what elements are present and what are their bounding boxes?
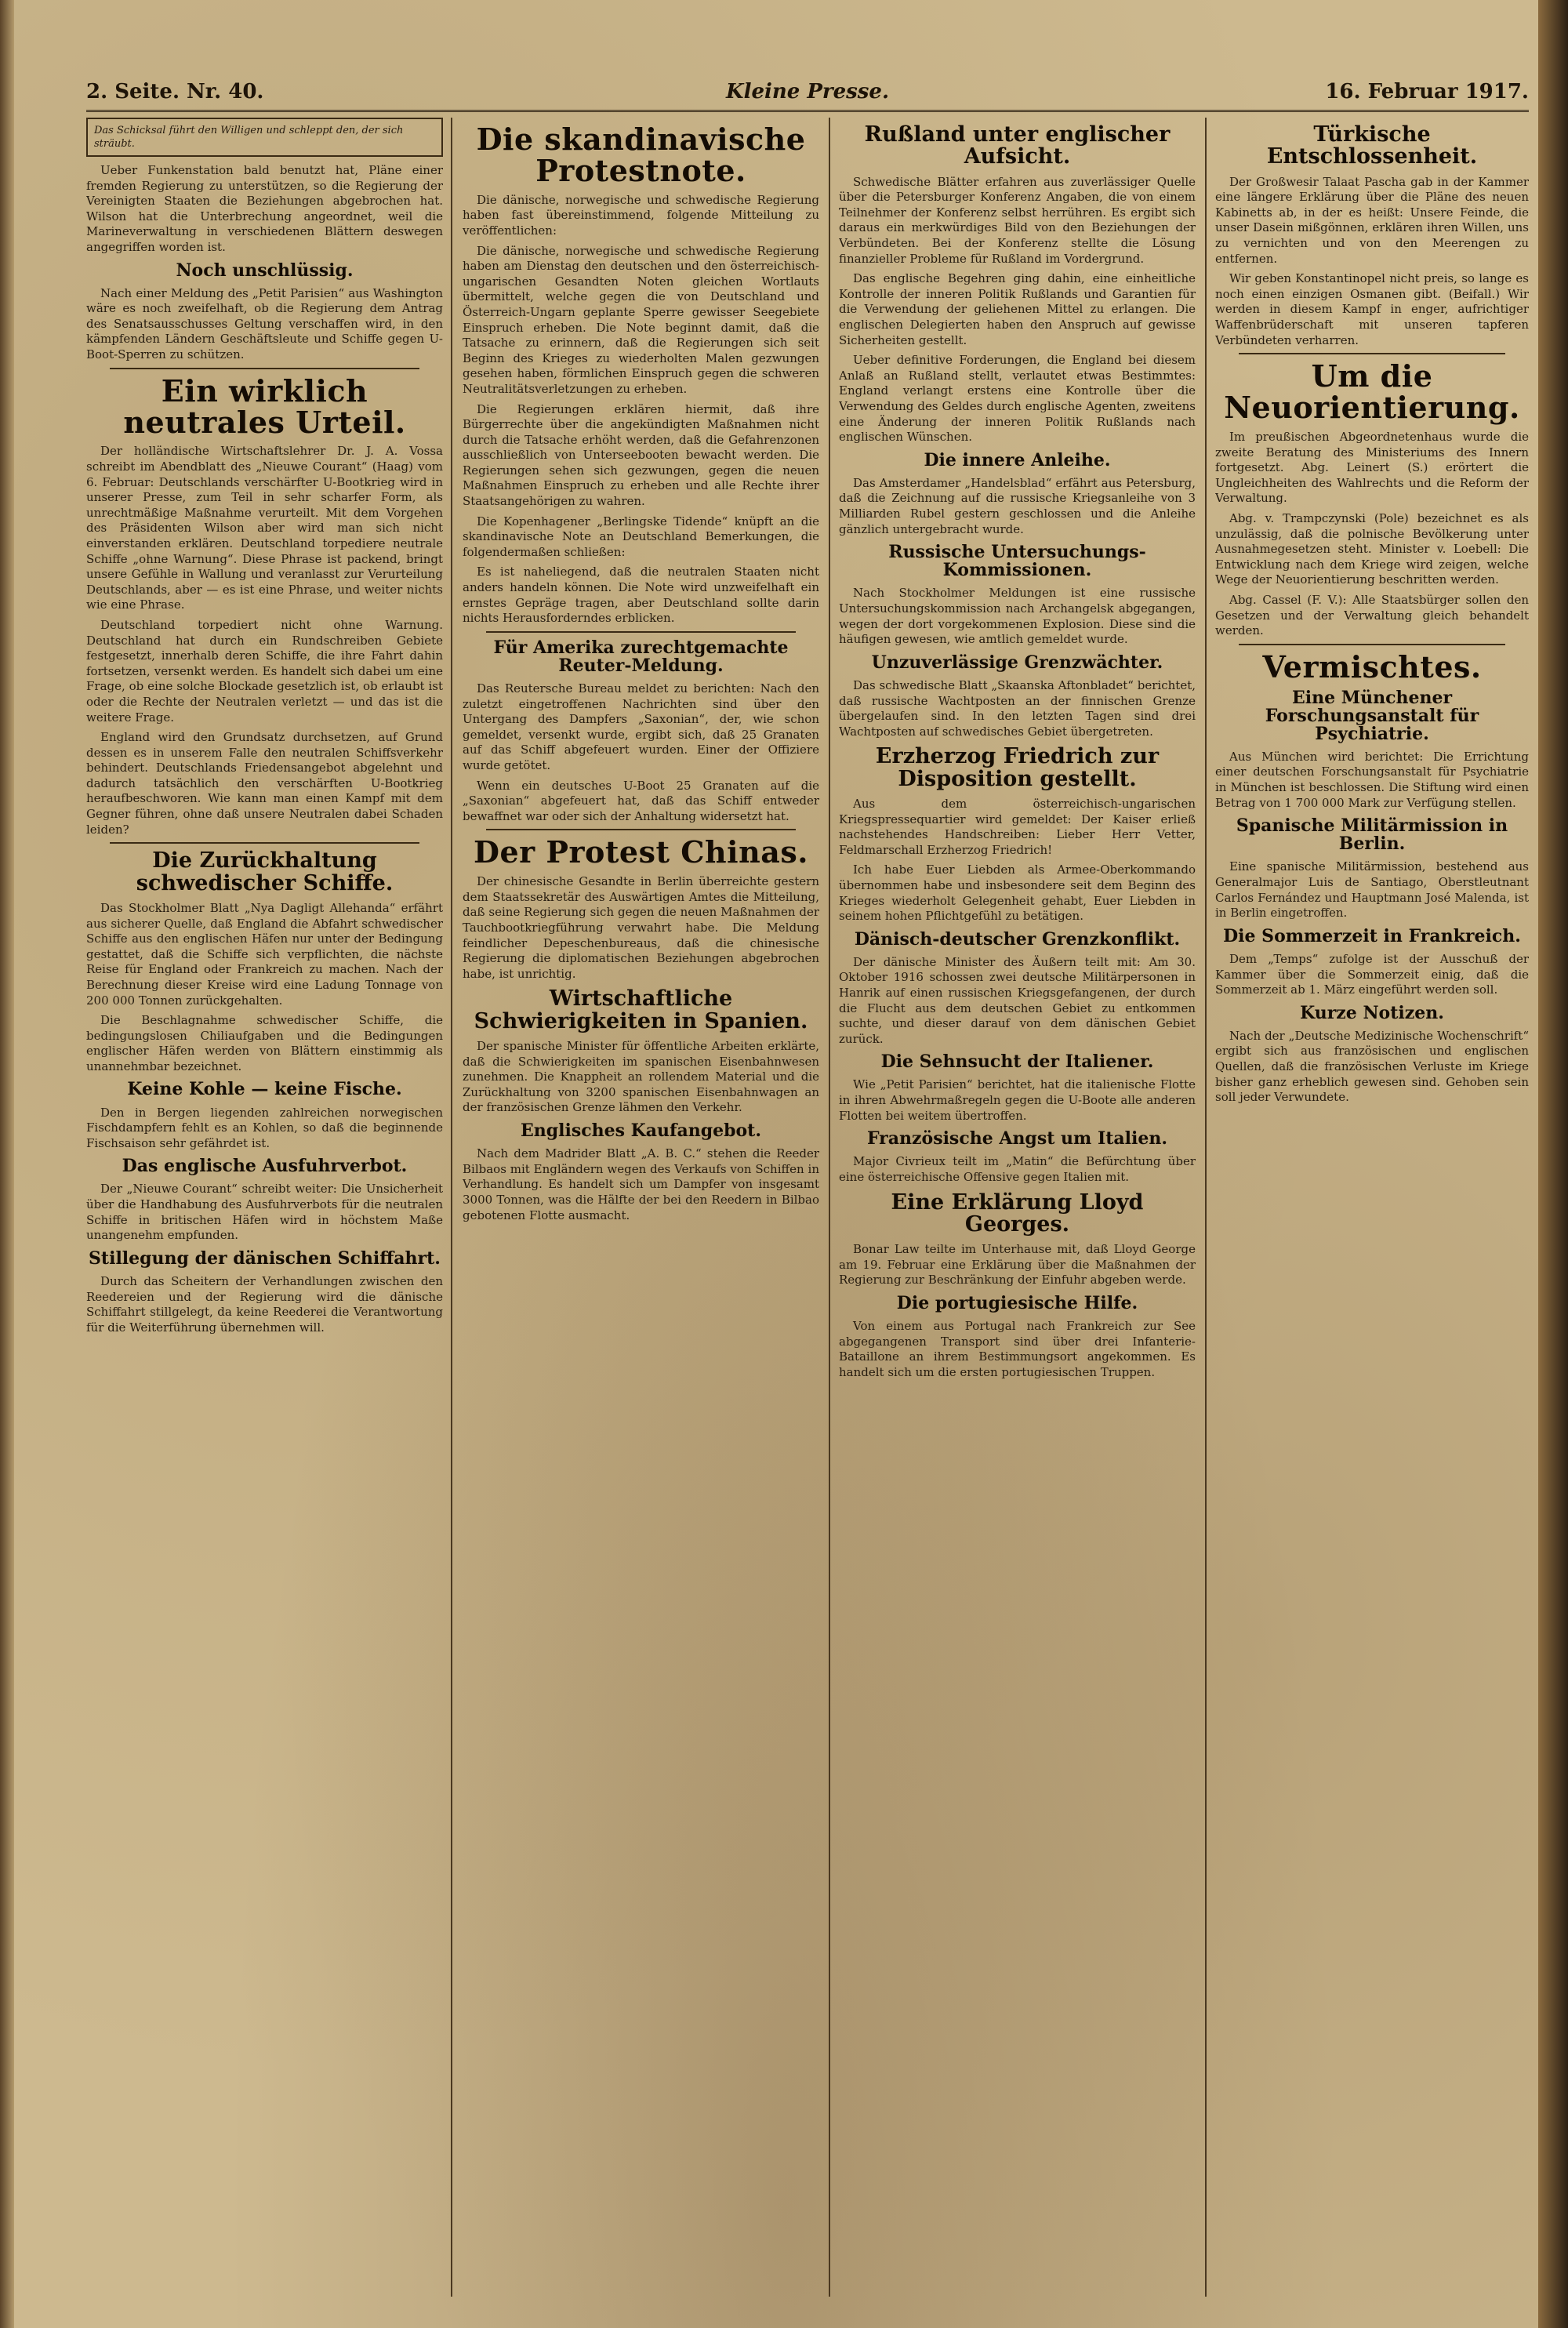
- article-heading: Wirtschaftliche Schwierigkeiten in Spanien.: [474, 986, 808, 1033]
- masthead: [86, 78, 1529, 112]
- article-paragraph: Das schwedische Blatt „Skaanska Aftonbladet“ berichtet, daß russische Wachtposten an der finnischen Grenze übergelaufen sind. In den letzten Tagen sind drei Wachtposten auf schwedisches Gebiet übergetreten.: [839, 677, 1196, 739]
- article-heading: Spanische Militärmission in Berlin.: [1236, 815, 1508, 855]
- article-paragraph: Dem „Temps“ zufolge ist der Ausschuß der Kammer über die Sommerzeit einig, daß die Sommerzeit ab 1. März eingeführt werden soll.: [1215, 951, 1529, 997]
- column-3: [839, 118, 1196, 2297]
- article-heading: Noch unschlüssig.: [176, 260, 354, 281]
- article-paragraph: Ueber definitive Forderungen, die England bei diesem Anlaß an Rußland stellt, verlautet etwas Bestimmtes: England verlangt erstens eine Kontrolle über die Verwendung des Geldes durch englische Agenten, zweitens eine Änderung der inneren Politik Rußlands nach englischen Wünschen.: [839, 353, 1196, 445]
- article-heading: Eine Münchener Forschungsanstalt für Psychiatrie.: [1265, 687, 1479, 744]
- article-paragraph: Das Reutersche Bureau meldet zu berichten: Nach den zuletzt eingetroffenen Nachrichten sind über den Untergang des Dampfers „Saxonian“, der, wie schon gemeldet, versenkt wurde, ergibt sich, daß 25 Granaten auf das Schiff abgefeuert wurden. Einer der Offiziere wurde getötet.: [463, 681, 819, 772]
- paper-title: Kleine Presse.: [725, 80, 890, 104]
- article-paragraph: Die Regierungen erklären hiermit, daß ihre Bürgerrechte über die angekündigten Maßnahmen nicht durch die Tatsache erhöht werden, daß die Gefahrenzonen ausschließlich von Unterseebooten bewacht werden. Die Regierungen sehen sich gezwungen, gegen die neuen Maßnahmen Einspruch zu erheben und alle Rechte ihrer Staatsangehörigen zu wahren.: [463, 401, 819, 509]
- column-rule: [1205, 118, 1207, 2297]
- article-paragraph: Die dänische, norwegische und schwedische Regierung haben am Dienstag den deutschen und den österreichisch-ungarischen Gesandten Noten gleichen Wortlauts übermittelt, welche gegen die von Deutschland und Österreich-Ungarn geplante Sperre gewisser Seegebiete Einspruch erheben. Die Note beginnt damit, daß die Tatsache zu erinnern, daß die Regierungen sich seit Beginn des Krieges zu wiederholten Malen gezwungen gesehen haben, förmlichen Einspruch gegen die schweren Neutralitätsverletzungen zu erheben.: [463, 243, 819, 396]
- article-heading: Französische Angst um Italien.: [866, 1128, 1168, 1149]
- article-paragraph: Eine spanische Militärmission, bestehend aus Generalmajor Luis de Santiago, Oberstleutnant Carlos Fernández und Hauptmann José Malenda, ist in Berlin eingetroffen.: [1215, 859, 1529, 921]
- article-heading: Keine Kohle — keine Fische.: [127, 1079, 402, 1100]
- article-paragraph: Der holländische Wirtschaftslehrer Dr. J. A. Vossa schreibt im Abendblatt des „Nieuwe Courant“ (Haag) vom 6. Februar: Deutschlands verschärfter U-Bootkrieg wird in unserer Presse, zum Teil in sehr scharfer Form, als unrechtmäßige Maßnahme verurteilt. Mit dem Vorgehen des Präsidenten Wilson aber wird man sich nicht einverstanden erklären. Deutschland torpediere neutrale Schiffe „ohne Warnung“. Diese Phrase ist packend, bringt unsere Gefühle in Wallung und veranlasst zur Verurteilung Deutschlands, aber — es ist eine Phrase, und weiter nichts wie eine Phrase.: [86, 444, 443, 612]
- article-paragraph: Wir geben Konstantinopel nicht preis, so lange es noch einen einzigen Osmanen gibt. (Beifall.) Wir werden in diesem Kampf in enger, aufrichtiger Waffenbrüderschaft mit unseren tapferen Verbündeten verharren.: [1215, 271, 1529, 347]
- article-heading: Der Protest Chinas.: [474, 834, 808, 870]
- article-paragraph: Das englische Begehren ging dahin, eine einheitliche Kontrolle der inneren Politik Rußlands und Garantien für die Verwendung der geliehenen Mittel zu erlangen. Die englischen Delegierten haben den Anspruch auf gewisse Sicherheiten gestellt.: [839, 271, 1196, 347]
- article-heading: Vermischtes.: [1262, 648, 1482, 685]
- article-heading: Dänisch-deutscher Grenzkonflikt.: [854, 928, 1181, 950]
- separator: [486, 829, 796, 830]
- article-paragraph: Der dänische Minister des Äußern teilt mit: Am 30. Oktober 1916 schossen zwei deutsche Militärpersonen in Hanrik auf einen russischen Kriegsgefangenen, der durch die Flucht aus dem deutschen Gebiet zu entkommen suchte, und dieser darauf von dem dänischen Gebiet zurück.: [839, 954, 1196, 1046]
- article-heading: Die Zurückhaltung schwedischer Schiffe.: [136, 848, 394, 895]
- article-paragraph: Es ist naheliegend, daß die neutralen Staaten nicht anders handeln können. Die Note wird unzweifelhaft ein ernstes Gepräge tragen, aber Deutschland sollte darin nichts Herausforderndes erblicken.: [463, 565, 819, 626]
- article-paragraph: Nach der „Deutsche Medizinische Wochenschrift“ ergibt sich aus französischen und englischen Quellen, daß die französischen Verluste im Kriege bisher ganz erheblich gewesen sind. Gehoben sein soll jeder Verwundete.: [1215, 1028, 1529, 1105]
- article-heading: Rußland unter englischer Aufsicht.: [864, 122, 1171, 169]
- article-paragraph: Die Kopenhagener „Berlingske Tidende“ knüpft an die skandinavische Note an Deutschland Bemerkungen, die folgendermaßen schließen:: [463, 514, 819, 559]
- issue-date: 16. Februar 1917.: [1325, 80, 1529, 104]
- article-heading: Eine Erklärung Lloyd Georges.: [891, 1189, 1144, 1237]
- article-heading: Die skandinavische Protestnote.: [476, 122, 806, 188]
- article-heading: Die Sommerzeit in Frankreich.: [1223, 925, 1521, 946]
- article-heading: Die Sehnsucht der Italiener.: [880, 1051, 1154, 1073]
- column-rule: [451, 118, 452, 2297]
- article-paragraph: Der chinesische Gesandte in Berlin überreichte gestern dem Staatssekretär des Auswärtigen Amtes die Mitteilung, daß seine Regierung sich gegen die neuen Maßnahmen der Tauchbootkriegführung verwahrt habe. Die Meldung feindlicher Depeschenbureaus, daß die chinesische Regierung die diplomatischen Beziehungen abgebrochen habe, ist unrichtig.: [463, 874, 819, 981]
- column-2: [463, 118, 819, 2297]
- page-edge-right: [1538, 0, 1568, 2328]
- column-rule: [829, 118, 830, 2297]
- article-heading: Ein wirklich neutrales Urteil.: [123, 372, 406, 440]
- page-number: 2. Seite. Nr. 40.: [86, 80, 264, 104]
- article-paragraph: Ueber Funkenstation bald benutzt hat, Pläne einer fremden Regierung zu unterstützen, so die Regierung der Vereinigten Staaten die Beziehungen abgebrochen hat. Wilson hat die Unterbrechung angeordnet, weil die Marineverwaltung in verschiedenen Blättern deswegen angegriffen worden ist.: [86, 163, 443, 254]
- article-paragraph: Der spanische Minister für öffentliche Arbeiten erklärte, daß die Schwierigkeiten im spanischen Eisenbahnwesen zunehmen. Die Knappheit an rollendem Material und die Zurückhaltung von 3200 spanischen Eisenbahnwagen an der französischen Grenze lähmen den Verkehr.: [463, 1039, 819, 1115]
- column-4: [1215, 118, 1529, 2297]
- separator: [1239, 644, 1505, 645]
- article-paragraph: Wie „Petit Parisien“ berichtet, hat die italienische Flotte in ihren Abwehrmaßregeln gegen die U-Boote alle anderen Flotten bei weitem übertroffen.: [839, 1077, 1196, 1123]
- article-paragraph: Aus München wird berichtet: Die Errichtung einer deutschen Forschungsanstalt für Psychiatrie in München ist beschlossen. Die Stiftung wird einen Betrag von 1 700 000 Mark zur Verfügung stellen.: [1215, 749, 1529, 810]
- separator: [486, 631, 796, 633]
- column-1: [86, 118, 443, 2297]
- article-paragraph: Das Amsterdamer „Handelsblad“ erfährt aus Petersburg, daß die Zeichnung auf die russische Kriegsanleihe von 3 Milliarden Rubel gestern geschlossen und die Anleihe gänzlich untergebracht wurde.: [839, 475, 1196, 536]
- article-paragraph: Wenn ein deutsches U-Boot 25 Granaten auf die „Saxonian“ abgefeuert hat, daß das Schiff entweder bewaffnet war oder sich der Anhaltung widersetzt hat.: [463, 778, 819, 823]
- article-paragraph: Ich habe Euer Liebden als Armee-Oberkommando übernommen habe und insbesondere seit dem Beginn des Krieges wiederholt Gelegenheit gehabt, Euer Liebden in seinem hohen Pflichtgefühl zu betätigen.: [839, 863, 1196, 924]
- article-paragraph: Abg. Cassel (F. V.): Alle Staatsbürger sollen den Gesetzen und der Verwaltung gleich behandelt werden.: [1215, 592, 1529, 638]
- article-heading: Türkische Entschlossenheit.: [1266, 122, 1478, 169]
- article-paragraph: Nach dem Madrider Blatt „A. B. C.“ stehen die Reeder Bilbaos mit Engländern wegen des Verkaufs von Schiffen in Verhandlung. Es handelt sich um Dampfer von insgesamt 3000 Tonnen, was die Hälfte der bei den Reedern in Bilbao gebotenen Flotte ausmacht.: [463, 1146, 819, 1222]
- article-heading: Englisches Kaufangebot.: [520, 1120, 762, 1142]
- separator: [110, 368, 419, 369]
- article-paragraph: Den in Bergen liegenden zahlreichen norwegischen Fischdampfern fehlt es an Kohlen, so daß die beginnende Fischsaison sehr gefährdet ist.: [86, 1105, 443, 1150]
- article-heading: Die innere Anleihe.: [924, 449, 1111, 470]
- page-edge-left: [0, 0, 14, 2328]
- article-heading: Stillegung der dänischen Schiffahrt.: [89, 1248, 441, 1269]
- article-heading: Das englische Ausfuhrverbot.: [122, 1156, 408, 1177]
- article-paragraph: Die Beschlagnahme schwedischer Schiffe, die bedingungslosen Chiliaufgaben und die Bedingungen englischer Häfen werden von Blättern einstimmig als unannehmbar bezeichnet.: [86, 1013, 443, 1073]
- separator: [1239, 353, 1505, 354]
- article-heading: Kurze Notizen.: [1300, 1002, 1444, 1023]
- article-paragraph: Im preußischen Abgeordnetenhaus wurde die zweite Beratung des Ministeriums des Innern fortgesetzt. Abg. Leinert (S.) erörtert die Ungleichheiten des Wahlrechts und die Reform der Verwaltung.: [1215, 430, 1529, 506]
- article-paragraph: Aus dem österreichisch-ungarischen Kriegspressequartier wird gemeldet: Der Kaiser erließ nachstehendes Handschreiben: Lieber Herr Vetter, Feldmarschall Erzherzog Friedrich!: [839, 796, 1196, 857]
- separator: [110, 842, 419, 844]
- article-paragraph: Deutschland torpediert nicht ohne Warnung. Deutschland hat durch ein Rundschreiben Gebiete festgesetzt, innerhalb deren Schiffe, die ihre Fahrt dahin fortsetzen, versenkt werden. Es handelt sich dabei um eine Frage, ob eine solche Blockade gesetzlich ist, ob erlaubt ist oder die Rechte der Neutralen verletzt — und das ist die weitere Frage.: [86, 617, 443, 725]
- article-paragraph: Nach einer Meldung des „Petit Parisien“ aus Washington wäre es noch zweifelhaft, ob die Regierung dem Antrag des Senatsausschusses Geltung verschaffen wird, in den kämpfenden Ländern Geschäftsleute und Schiffe gegen U-Boot-Sperren zu schützen.: [86, 285, 443, 362]
- article-paragraph: Die dänische, norwegische und schwedische Regierung haben fast übereinstimmend, folgende Mitteilung zu veröffentlichen:: [463, 192, 819, 238]
- article-paragraph: Der Großwesir Talaat Pascha gab in der Kammer eine längere Erklärung über die Pläne des neuen Kabinetts ab, in der es heißt: Unsere Feinde, die unser Dasein mißgönnen, erklären ihren Willen, uns zu vernichten und von den Meerengen zu entfernen.: [1215, 174, 1529, 266]
- article-paragraph: Von einem aus Portugal nach Frankreich zur See abgegangenen Transport sind über drei Infanterie-Bataillone an ihrem Bestimmungsort angekommen. Es handelt sich um die ersten portugiesischen Truppen.: [839, 1319, 1196, 1379]
- article-heading: Unzuverlässige Grenzwächter.: [871, 652, 1163, 673]
- article-heading: Erzherzog Friedrich zur Disposition gestellt.: [875, 744, 1160, 791]
- article-heading: Um die Neuorientierung.: [1224, 358, 1520, 426]
- article-paragraph: England wird den Grundsatz durchsetzen, auf Grund dessen es in unserem Falle den neutralen Schiffsverkehr behindert. Deutschlands Friedensangebot abgelehnt und dadurch tatsächlich den verschärften U-Bootkrieg heraufbeschworen. Wie kann man einen Kampf mit dem Gegner führen, ohne daß unsere Neutralen dabei Schaden leiden?: [86, 730, 443, 837]
- article-heading: Russische Untersuchungs-Kommissionen.: [888, 542, 1146, 581]
- article-heading: Die portugiesische Hilfe.: [896, 1293, 1138, 1313]
- article-heading: Für Amerika zurechtgemachte Reuter-Meldung.: [493, 637, 789, 676]
- article-paragraph: Das Stockholmer Blatt „Nya Dagligt Allehanda“ erfährt aus sicherer Quelle, daß England die Abfahrt schwedischer Schiffe aus den englischen Häfen nur unter der Bedingung gestattet, daß die Schiffe sich verpflichten, die nächste Reise für England oder Frankreich zu machen. Nach der Berechnung dieser Kreise wird eine Ladung Tonnage von 200 000 Tonnen zurückgehalten.: [86, 900, 443, 1008]
- article-paragraph: Nach Stockholmer Meldungen ist eine russische Untersuchungskommission nach Archangelsk abgegangen, wegen der dort vorgekommenen Explosion. Diese sind die häufigen gewesen, wie amtlich gemeldet wurde.: [839, 586, 1196, 647]
- quote-box: Das Schicksal führt den Willigen und schleppt den, der sich sträubt.: [86, 118, 443, 157]
- article-paragraph: Schwedische Blätter erfahren aus zuverlässiger Quelle über die Petersburger Konferenz Angaben, die von einem Teilnehmer der Konferenz selbst herrühren. Es ergibt sich daraus ein merkwürdiges Bild von den Beziehungen der Verbündeten. Bei der Konferenz stellte die Lösung finanzieller Probleme für Rußland im Vordergrund.: [839, 174, 1196, 266]
- article-paragraph: Durch das Scheitern der Verhandlungen zwischen den Reedereien und der Regierung wird die dänische Schiffahrt stillgelegt, da keine Reederei die Verantwortung für die Weiterführung übernehmen will.: [86, 1273, 443, 1335]
- article-paragraph: Abg. v. Trampczynski (Pole) bezeichnet es als unzulässig, daß die polnische Bevölkerung unter Ausnahmegesetzen steht. Minister v. Loebell: Die Entwicklung nach dem Kriege wird zeigen, welche Wege der Neuorientierung beschritten werden.: [1215, 510, 1529, 587]
- article-paragraph: Bonar Law teilte im Unterhause mit, daß Lloyd George am 19. Februar eine Erklärung über die Maßnahmen der Regierung zur Beschränkung der Einfuhr abgeben werde.: [839, 1242, 1196, 1287]
- article-paragraph: Major Civrieux teilt im „Matin“ die Befürchtung über eine österreichische Offensive gegen Italien mit.: [839, 1154, 1196, 1184]
- article-paragraph: Der „Nieuwe Courant“ schreibt weiter: Die Unsicherheit über die Handhabung des Ausfuhrverbots für die neutralen Schiffe in britischen Häfen wird in höchstem Maße unangenehm empfunden.: [86, 1182, 443, 1243]
